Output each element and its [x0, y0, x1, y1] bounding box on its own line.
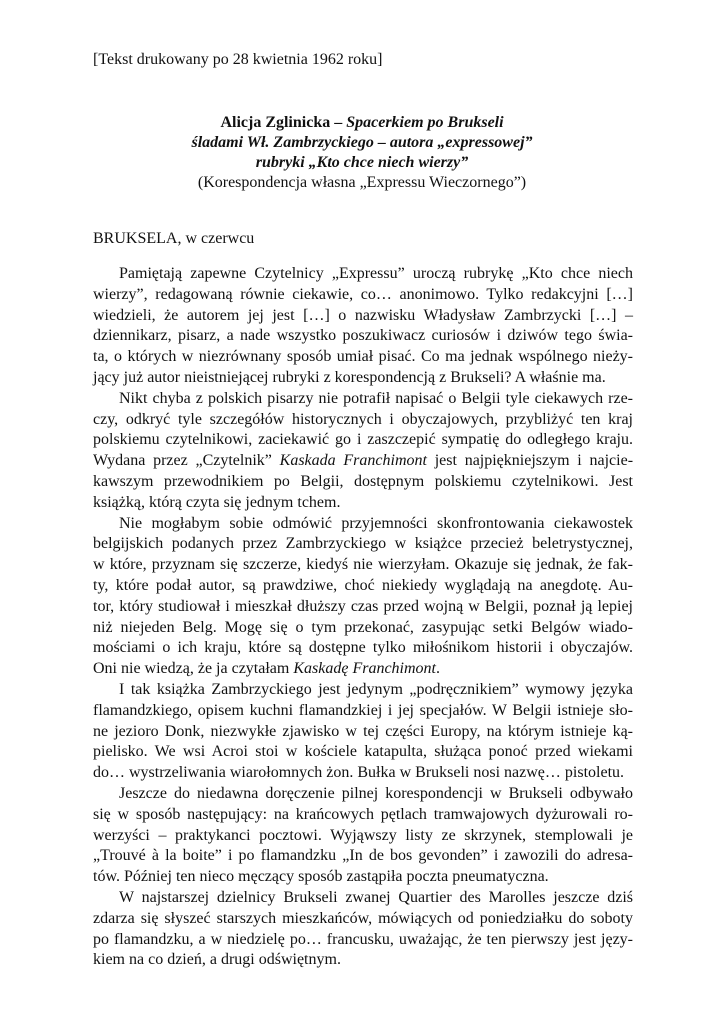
text-line	[93, 389, 633, 410]
text-line	[93, 930, 633, 951]
text-segment: Nie mogłabym sobie odmówić przyjemności skonfrontowania ciekawostek	[119, 514, 633, 532]
title-part-2: śladami Wł. Zambrzyckiego – autora „expressowej”	[191, 134, 533, 151]
article-heading	[93, 113, 631, 193]
text-line	[93, 451, 633, 472]
text-line	[93, 701, 633, 722]
text-line	[93, 805, 633, 826]
text-line	[93, 950, 633, 971]
title-part-1: Spacerkiem po Brukseli	[346, 114, 504, 131]
text-segment: zdarza się słyszeć starszych mieszkańców, mówiących od poniedziałku do soboty	[93, 909, 633, 927]
text-line	[93, 555, 633, 576]
text-line	[93, 659, 633, 680]
text-segment: Wydana przez „Czytelnik”	[93, 452, 280, 470]
text-line	[93, 909, 633, 930]
text-line	[93, 638, 633, 659]
text-line	[93, 430, 633, 451]
text-segment: po flamandzku, a w niedzielę po… francusku, uważając, że ten pierwszy jest języ-	[93, 930, 633, 948]
text-segment: Nikt chyba z polskich pisarzy nie potrafił napisać o Belgii tyle ciekawych rze-	[119, 389, 633, 407]
text-segment: kawszym przewodnikiem po Belgii, dostępnym polskiemu czytelnikowi. Jest	[93, 472, 633, 490]
text-segment: jący już autor nieistniejącej rubryki z korespondencją z Brukseli? A właśnie ma.	[93, 368, 606, 386]
text-line	[93, 493, 633, 514]
text-segment: Jeszcze do niedawna doręczenie pilnej korespondencji w Brukseli odbywało	[119, 784, 633, 802]
text-segment: dziennikarz, pisarz, a nade wszystko poszukiwacz curiosów i dziwów tego świa-	[93, 327, 633, 345]
text-segment: ne jezioro Donk, niezwykłe zjawisko w tej części Europy, na którym istnieje ką-	[93, 722, 633, 740]
dateline: BRUKSELA, w czerwcu	[93, 230, 255, 247]
text-line	[93, 285, 633, 306]
author-name: Alicja Zglinicka –	[220, 114, 347, 131]
text-line	[93, 347, 633, 368]
text-line	[93, 534, 633, 555]
text-segment: polskiemu czytelnikowi, zaciekawić go i zaszczepić sympatię do odległego kraju.	[93, 431, 633, 449]
text-line	[93, 576, 633, 597]
text-segment: się w sposób następujący: na krańcowych pętlach tramwajowych dyżurowali ro-	[93, 805, 633, 823]
text-segment: flamandzkiego, opisem kuchni flamandzkiej i jej specjałów. W Belgii istnieje sło-	[93, 701, 633, 719]
article-body	[93, 264, 633, 971]
text-segment: belgijskich podanych przez Zambrzyckiego w książce przecież beletrystycznej,	[93, 535, 633, 553]
text-segment: wiedzieli, że autorem jej jest […] o nazwisku Władysław Zambrzycki […] –	[93, 306, 633, 324]
text-segment: ty, które podał autor, są prawdziwe, choć niekiedy wyglądają na anegdotę. Au-	[93, 576, 633, 594]
text-line	[93, 846, 633, 867]
text-segment: ta, o których w niezrównany sposób umiał pisać. Co ma jednak wspólnego nieży-	[93, 348, 633, 366]
title-part-3: rubryki „Kto chce niech wierzy”	[255, 154, 469, 171]
text-line	[93, 472, 633, 493]
text-line	[93, 514, 633, 535]
text-segment: w które, przyznam się szczerze, kiedyś nie wierzyłam. Okazuje się jednak, że fak-	[93, 556, 633, 574]
subtitle: (Korespondencja własna „Expressu Wieczornego”)	[197, 174, 527, 191]
print-date-note: [Tekst drukowany po 28 kwietnia 1962 roku]	[93, 51, 383, 68]
book-title: Kaskadę Franchimont	[293, 660, 436, 678]
text-segment: I tak książka Zambrzyckiego jest jedynym „podręcznikiem” wymowy języka	[119, 680, 633, 698]
text-segment: werzyści – praktykanci pocztowi. Wyjąwszy listy ze skrzynek, stemplowali je	[93, 826, 633, 844]
text-segment: pielisko. We wsi Acroi stoi w kościele katapulta, służąca ponoć przed wiekami	[93, 743, 633, 761]
text-line	[93, 326, 633, 347]
text-segment: Oni nie wiedzą, że ja czytałam	[93, 660, 294, 678]
text-line	[93, 306, 633, 327]
text-segment: czy, odkryć tyle szczegółów historycznych i obyczajowych, przybliżyć ten kraj	[93, 410, 633, 428]
text-line	[93, 410, 633, 431]
text-segment: kiem na co dzień, a drugi odświętnym.	[93, 951, 341, 969]
text-line	[93, 763, 633, 784]
text-line	[93, 742, 633, 763]
text-segment: wierzy”, redagowaną równie ciekawie, co… anonimowo. Tylko redakcyjni […]	[93, 285, 633, 303]
text-segment: „Trouvé à la boite” i po flamandzku „In de bos gevonden” i zawozili do adresa-	[93, 847, 633, 865]
heading-line-1	[93, 113, 631, 133]
text-segment: niż niejeden Belg. Mogę się o tym przekonać, zasypując setki Belgów wiado-	[93, 618, 633, 636]
text-segment: tor, który studiował i mieszkał dłuższy czas przed wojną w Belgii, poznał ją lepiej	[93, 597, 633, 615]
text-segment: jest najpiękniejszym i najcie-	[426, 452, 634, 470]
text-segment: W najstarszej dzielnicy Brukseli zwanej Quartier des Marolles jeszcze dziś	[119, 888, 633, 906]
text-line	[93, 597, 633, 618]
text-segment: książką, którą czyta się jednym tchem.	[93, 493, 341, 511]
text-line	[93, 867, 633, 888]
text-segment: mościami o ich kraju, które są dostępne tylko miłośnikom historii i obyczajów.	[93, 639, 633, 657]
text-line	[93, 618, 633, 639]
text-line	[93, 784, 633, 805]
text-segment: Pamiętają zapewne Czytelnicy „Expressu” uroczą rubrykę „Kto chce niech	[119, 265, 633, 282]
text-line	[93, 680, 633, 701]
text-segment: do… wystrzeliwania wiarołomnych żon. Bułka w Brukseli nosi nazwę… pistoletu.	[93, 764, 625, 782]
book-title: Kaskada Franchimont	[279, 452, 427, 470]
text-line	[93, 368, 633, 389]
text-line	[93, 722, 633, 743]
text-segment: .	[436, 660, 440, 678]
text-line	[93, 826, 633, 847]
text-segment: tów. Później ten nieco męczący sposób zastąpiła poczta pneumatyczna.	[93, 868, 549, 886]
text-line	[93, 264, 633, 285]
text-line	[93, 888, 633, 909]
